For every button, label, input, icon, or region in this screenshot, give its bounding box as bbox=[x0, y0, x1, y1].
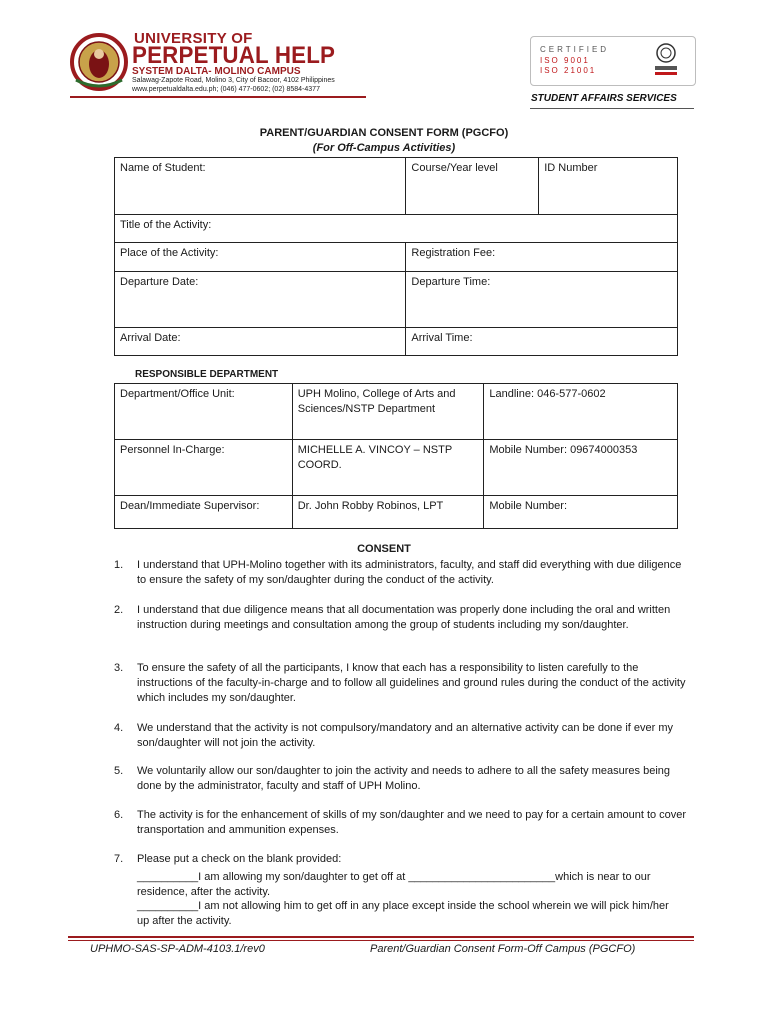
item-number: 4. bbox=[114, 722, 124, 734]
footer-divider bbox=[68, 936, 694, 938]
student-name-field[interactable] bbox=[115, 158, 406, 215]
arrival-date-field[interactable] bbox=[115, 328, 406, 356]
responsible-department-heading: RESPONSIBLE DEPARTMENT bbox=[135, 369, 279, 380]
item-number: 2. bbox=[114, 604, 124, 616]
activity-place-label: Place of the Activity: bbox=[120, 247, 219, 259]
item-text: Please put a check on the blank provided: bbox=[137, 853, 342, 865]
university-seal-logo bbox=[70, 30, 128, 94]
item-text: I understand that UPH-Molino together with its administrators, faculty, and staff did everything with due diligence to ensure the safety of my son/daughter during the conduct of the activity. bbox=[137, 559, 682, 586]
item-text: We voluntarily allow our son/daughter to join the activity and needs to adhere to all the safety measures being done by the administrator, faculty and staff of UPH Molino. bbox=[137, 765, 671, 792]
arrival-time-label: Arrival Time: bbox=[411, 332, 473, 344]
document-code: UPHMO-SAS-SP-ADM-4103.1/rev0 bbox=[90, 943, 265, 955]
course-year-field[interactable] bbox=[406, 158, 539, 215]
table-row bbox=[115, 384, 678, 440]
consent-heading: CONSENT bbox=[357, 543, 411, 555]
campus-name: SYSTEM DALTA- MOLINO CAMPUS bbox=[132, 66, 301, 77]
arrival-time-field[interactable] bbox=[406, 328, 678, 356]
departure-time-field[interactable] bbox=[406, 272, 678, 328]
personnel-value: MICHELLE A. VINCOY – NSTP COORD. bbox=[292, 440, 484, 496]
dept-unit-label: Department/Office Unit: bbox=[115, 384, 293, 440]
id-number-field[interactable] bbox=[539, 158, 678, 215]
item-number: 5. bbox=[114, 765, 124, 777]
item-number: 7. bbox=[114, 853, 124, 865]
certification-iso-21001: ISO 21001 bbox=[540, 66, 597, 75]
form-subtitle: (For Off-Campus Activities) bbox=[312, 142, 456, 154]
course-year-label: Course/Year level bbox=[411, 162, 498, 174]
table-row bbox=[115, 440, 678, 496]
footer-divider-thin bbox=[68, 940, 694, 941]
certification-iso-9001: ISO 9001 bbox=[540, 56, 590, 65]
student-info-table bbox=[114, 157, 678, 356]
certification-body-logo bbox=[652, 42, 680, 78]
dept-landline: Landline: 046-577-0602 bbox=[484, 384, 678, 440]
university-name-line2: PERPETUAL HELP bbox=[132, 42, 336, 69]
office-name: STUDENT AFFAIRS SERVICES bbox=[531, 93, 677, 104]
activity-title-label: Title of the Activity: bbox=[120, 219, 212, 231]
personnel-mobile: Mobile Number: 09674000353 bbox=[484, 440, 678, 496]
departure-date-field[interactable] bbox=[115, 272, 406, 328]
dean-mobile: Mobile Number: bbox=[484, 496, 678, 529]
campus-contact: www.perpetualdalta.edu.ph; (046) 477-0602; (02) 8584-4377 bbox=[132, 86, 320, 93]
university-name-line1: UNIVERSITY OF bbox=[134, 30, 253, 47]
registration-fee-label: Registration Fee: bbox=[411, 247, 496, 259]
departure-date-label: Departure Date: bbox=[120, 276, 199, 288]
responsible-department-table bbox=[114, 383, 678, 529]
item-text: To ensure the safety of all the participants, I know that each has a responsibility to listen carefully to the instructions of the faculty-in-charge and to follow all guidelines and ground rules during the conduct of the activity which includes my son/daughter. bbox=[137, 662, 686, 704]
item-number: 3. bbox=[114, 662, 124, 674]
departure-time-label: Departure Time: bbox=[411, 276, 491, 288]
table-row bbox=[115, 496, 678, 529]
item-number: 1. bbox=[114, 559, 124, 571]
activity-place-field[interactable] bbox=[115, 243, 406, 272]
arrival-date-label: Arrival Date: bbox=[120, 332, 181, 344]
certification-title: CERTIFIED bbox=[540, 45, 610, 54]
dean-value: Dr. John Robby Robinos, LPT bbox=[292, 496, 484, 529]
item-text: I understand that due diligence means that all documentation was properly done including the oral and written instruction during meetings and consultation among the group of students including my son/daughter. bbox=[137, 604, 671, 631]
office-underline bbox=[530, 108, 694, 109]
dept-unit-value: UPH Molino, College of Arts and Sciences/NSTP Department bbox=[292, 384, 484, 440]
campus-address: Salawag-Zapote Road, Molino 3, City of Bacoor, 4102 Philippines bbox=[132, 77, 335, 84]
item-text: The activity is for the enhancement of skills of my son/daughter and we need to pay for a certain amount to cover transportation and ammunition expenses. bbox=[137, 809, 687, 836]
activity-title-field[interactable] bbox=[115, 215, 678, 243]
document-name: Parent/Guardian Consent Form-Off Campus (PGCFO) bbox=[370, 943, 636, 955]
registration-fee-field[interactable] bbox=[406, 243, 678, 272]
option-allow-checkbox[interactable]: __________I am allowing my son/daughter to get off at ________________________which is near to our residence, after the activity. bbox=[137, 871, 651, 898]
item-text: We understand that the activity is not compulsory/mandatory and an alternative activity can be done if ever my son/daughter will not join the activity. bbox=[137, 722, 674, 749]
dean-label: Dean/Immediate Supervisor: bbox=[115, 496, 293, 529]
id-number-label: ID Number bbox=[544, 162, 598, 174]
option-not-allow-checkbox[interactable]: __________I am not allowing him to get off in any place except inside the school wherein we will pick him/her up after the activity. bbox=[137, 900, 669, 927]
item-number: 6. bbox=[114, 809, 124, 821]
header-divider bbox=[70, 96, 366, 98]
personnel-label: Personnel In-Charge: bbox=[115, 440, 293, 496]
student-name-label: Name of Student: bbox=[120, 162, 206, 174]
form-title: PARENT/GUARDIAN CONSENT FORM (PGCFO) bbox=[259, 127, 509, 139]
